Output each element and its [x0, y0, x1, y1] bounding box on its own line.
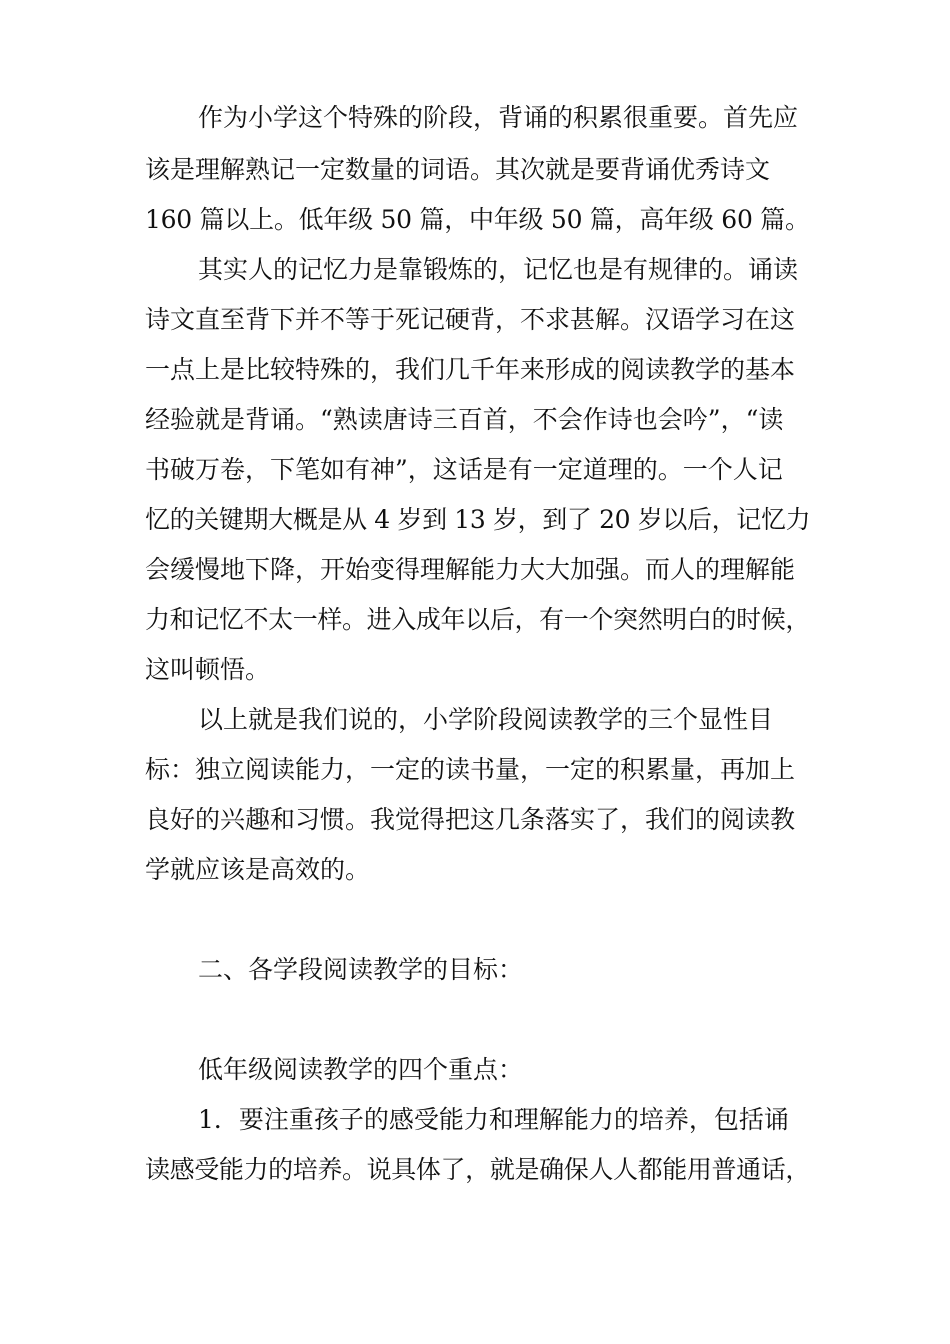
subheading: 低年级阅读教学的四个重点： — [198, 1055, 524, 1084]
paragraph-2-line-2: 诗文直至背下并不等于死记硬背，不求甚解。汉语学习在这 — [145, 305, 796, 334]
paragraph-3-line-2: 标：独立阅读能力，一定的读书量，一定的积累量，再加上 — [145, 755, 796, 784]
paragraph-2-line-9: 这叫顿悟。 — [145, 655, 271, 684]
paragraph-2-line-8: 力和记忆不太一样。进入成年以后，有一个突然明白的时候， — [145, 605, 811, 634]
numbered-item-1-line-2: 读感受能力的培养。说具体了，就是确保人人都能用普通话， — [145, 1155, 811, 1184]
paragraph-1-line-3: 160 篇以上。低年级 50 篇，中年级 50 篇，高年级 60 篇。 — [145, 205, 810, 234]
paragraph-2-line-3: 一点上是比较特殊的，我们几千年来形成的阅读教学的基本 — [145, 355, 796, 384]
paragraph-3-line-3: 良好的兴趣和习惯。我觉得把这几条落实了，我们的阅读教 — [145, 805, 796, 834]
paragraph-1-line-2: 该是理解熟记一定数量的词语。其次就是要背诵优秀诗文 — [145, 155, 771, 184]
paragraph-2-line-7: 会缓慢地下降，开始变得理解能力大大加强。而人的理解能 — [145, 555, 796, 584]
paragraph-2-line-6: 忆的关键期大概是从 4 岁到 13 岁，到了 20 岁以后，记忆力 — [145, 505, 811, 534]
section-heading: 二、各学段阅读教学的目标： — [198, 955, 524, 984]
paragraph-1-line-1: 作为小学这个特殊的阶段，背诵的积累很重要。首先应 — [198, 103, 799, 132]
paragraph-3-line-1: 以上就是我们说的，小学阶段阅读教学的三个显性目 — [198, 705, 774, 734]
paragraph-3-line-4: 学就应该是高效的。 — [145, 855, 371, 884]
numbered-item-1-line-1: 1．要注重孩子的感受能力和理解能力的培养，包括诵 — [198, 1105, 789, 1134]
paragraph-2-line-5: 书破万卷，下笔如有神”，这话是有一定道理的。一个人记 — [145, 455, 783, 484]
paragraph-2-line-1: 其实人的记忆力是靠锻炼的，记忆也是有规律的。诵读 — [198, 255, 799, 284]
paragraph-2-line-4: 经验就是背诵。“熟读唐诗三百首，不会作诗也会吟”，“读 — [145, 405, 784, 434]
